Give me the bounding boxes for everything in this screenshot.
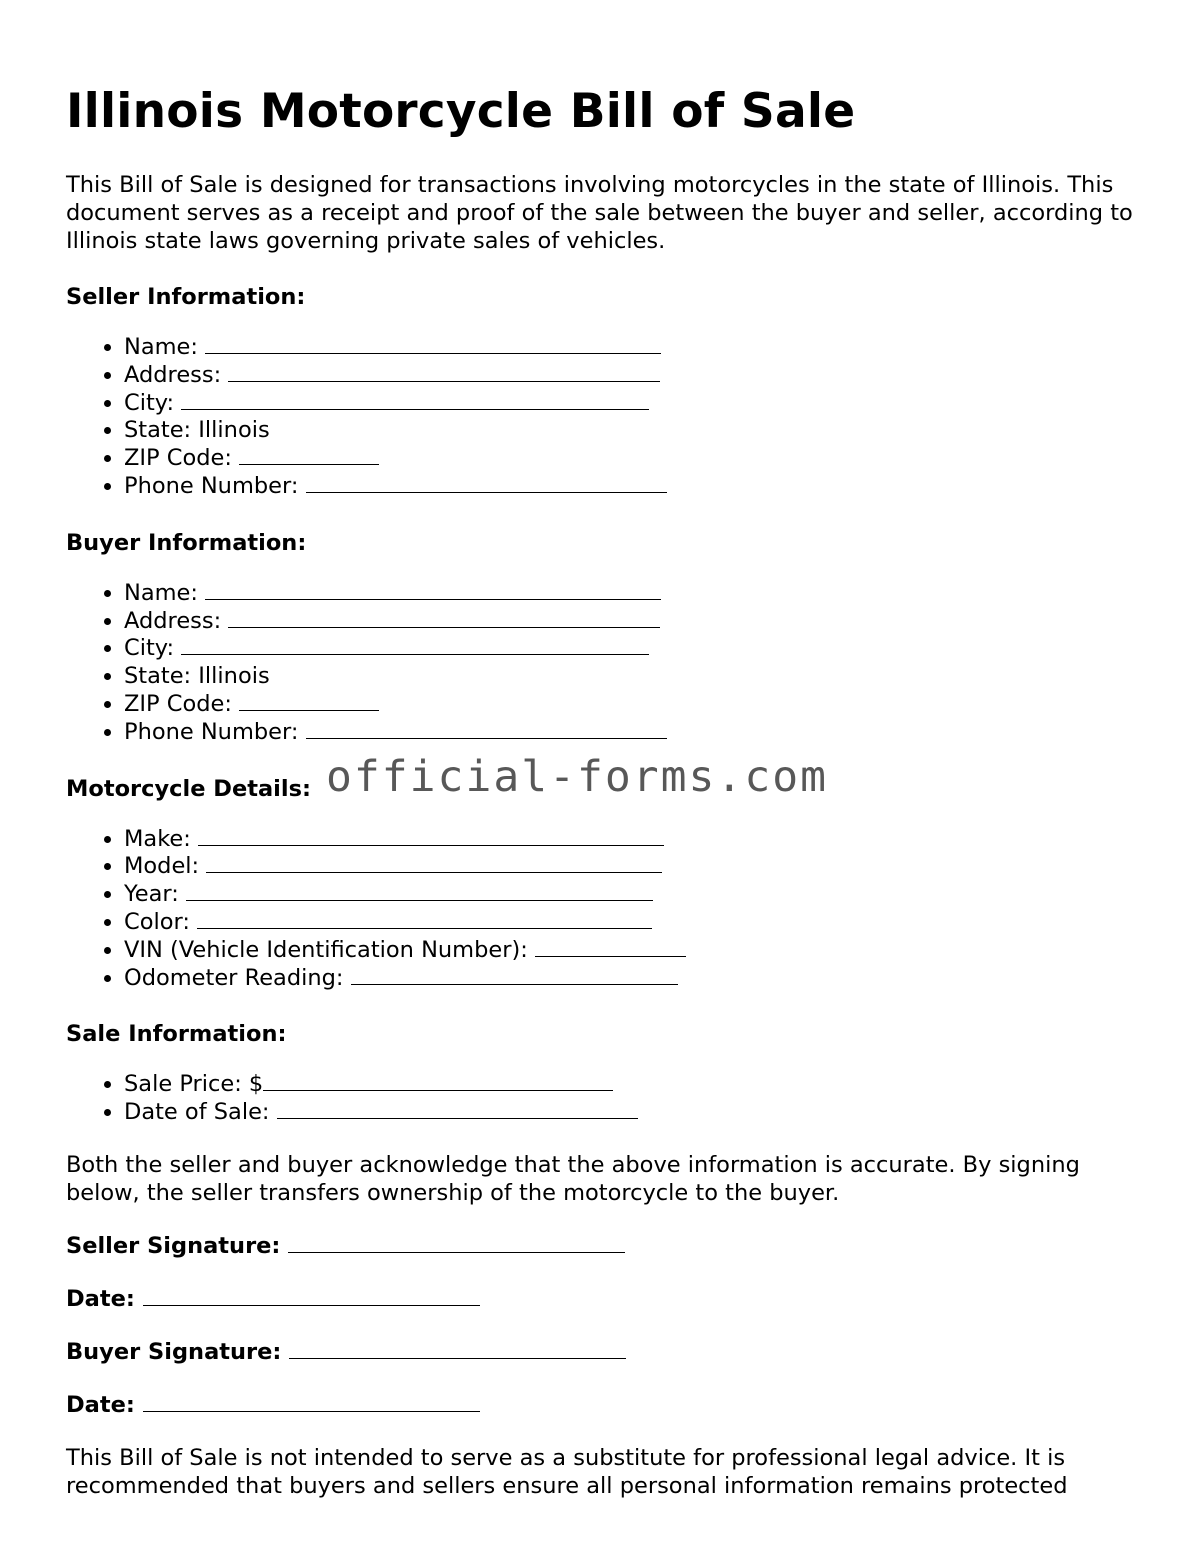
seller-state-field: • State: Illinois	[124, 417, 1136, 445]
motorcycle-year-field[interactable]: • Year:	[124, 881, 1136, 909]
buyer-address-field[interactable]: • Address:	[124, 608, 1136, 636]
buyer-fields	[66, 580, 1136, 747]
intro-paragraph: This Bill of Sale is designed for transactions involving motorcycles in the state of Illinois. This document serves as a receipt and proof of the sale between the buyer and seller, according to Illinois state laws governing private sales of vehicles.	[66, 172, 1133, 254]
motorcycle-model-line[interactable]	[206, 853, 662, 873]
motorcycle-model-field[interactable]: • Model:	[124, 853, 1136, 881]
sale-fields	[66, 1071, 1136, 1127]
seller-city-field[interactable]: • City:	[124, 390, 1136, 418]
motorcycle-make-line[interactable]	[198, 826, 664, 846]
buyer-date-field[interactable]: Date:	[66, 1391, 1136, 1419]
motorcycle-color-field[interactable]: • Color:	[124, 909, 1136, 937]
sale-heading: Sale Information:	[66, 1021, 287, 1048]
seller-date-field[interactable]: Date:	[66, 1285, 1136, 1313]
sale-date-field[interactable]: • Date of Sale:	[124, 1099, 1136, 1127]
buyer-address-line[interactable]	[228, 608, 660, 628]
motorcycle-heading: Motorcycle Details:	[66, 775, 311, 802]
seller-fields	[66, 334, 1136, 501]
document-title: Illinois Motorcycle Bill of Sale	[66, 84, 856, 139]
buyer-phone-line[interactable]	[306, 719, 667, 739]
buyer-name-field[interactable]: • Name:	[124, 580, 1136, 608]
sale-price-field[interactable]: • Sale Price: $	[124, 1071, 1136, 1099]
motorcycle-vin-field[interactable]: • VIN (Vehicle Identification Number):	[124, 937, 1136, 965]
buyer-state-field: • State: Illinois	[124, 663, 1136, 691]
disclaimer-paragraph: This Bill of Sale is not intended to serve as a substitute for professional legal advice. It is recommended that buyers and sellers ensure all personal information remains protected	[66, 1444, 1068, 1499]
motorcycle-odometer-line[interactable]	[351, 965, 678, 985]
buyer-date-line[interactable]	[143, 1392, 480, 1412]
buyer-zip-line[interactable]	[239, 691, 379, 711]
motorcycle-odometer-field[interactable]: • Odometer Reading:	[124, 965, 1136, 993]
seller-zip-line[interactable]	[239, 445, 379, 465]
seller-date-line[interactable]	[143, 1286, 480, 1306]
buyer-name-line[interactable]	[205, 580, 661, 600]
seller-phone-field[interactable]: • Phone Number:	[124, 473, 1136, 501]
seller-name-line[interactable]	[205, 334, 661, 354]
sale-date-line[interactable]	[277, 1099, 638, 1119]
seller-zip-field[interactable]: • ZIP Code:	[124, 445, 1136, 473]
seller-address-field[interactable]: • Address:	[124, 362, 1136, 390]
buyer-city-line[interactable]	[181, 635, 649, 655]
seller-phone-line[interactable]	[306, 473, 667, 493]
motorcycle-make-field[interactable]: • Make:	[124, 826, 1136, 854]
seller-name-field[interactable]: • Name:	[124, 334, 1136, 362]
buyer-signature-field[interactable]: Buyer Signature:	[66, 1338, 1136, 1366]
motorcycle-color-line[interactable]	[197, 909, 652, 929]
seller-city-line[interactable]	[181, 390, 649, 410]
motorcycle-vin-line[interactable]	[535, 937, 686, 957]
watermark: official-forms.com	[326, 752, 828, 802]
buyer-city-field[interactable]: • City:	[124, 635, 1136, 663]
buyer-phone-field[interactable]: • Phone Number:	[124, 719, 1136, 747]
seller-address-line[interactable]	[228, 362, 660, 382]
buyer-zip-field[interactable]: • ZIP Code:	[124, 691, 1136, 719]
seller-signature-line[interactable]	[288, 1233, 625, 1253]
acknowledgment-paragraph: Both the seller and buyer acknowledge that the above information is accurate. By signing below, the seller transfers ownership of the motorcycle to the buyer.	[66, 1151, 1080, 1206]
sale-price-line[interactable]	[263, 1071, 613, 1091]
buyer-heading: Buyer Information:	[66, 529, 307, 556]
motorcycle-fields	[66, 826, 1136, 993]
motorcycle-year-line[interactable]	[186, 881, 653, 901]
buyer-signature-line[interactable]	[289, 1339, 626, 1359]
seller-heading: Seller Information:	[66, 284, 306, 310]
seller-signature-field[interactable]: Seller Signature:	[66, 1232, 1136, 1260]
